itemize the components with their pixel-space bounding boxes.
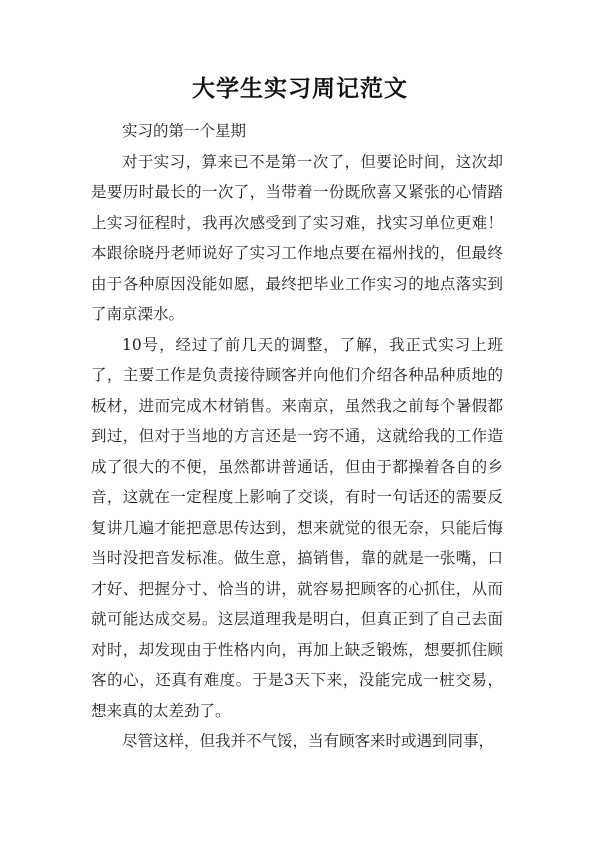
paragraph: 10号，经过了前几天的调整，了解，我正式实习上班了，主要工作是负责接待顾客并向他们介绍各种品种质地的板材，进而完成木材销售。来南京，虽然我之前每个暑假都到过，但对于当地的方言还是一窍不通，这就给我的工作造成了很大的不便，虽然都讲普通话，但由于都操着各自的乡音，这就在一定程度上影响了交谈，有时一句话还的需要反复讲几遍才能把意思传达到，想来就觉的很无奈，只能后悔当时没把音发标准。做生意，搞销售，靠的就是一张嘴，口才好、把握分寸、恰当的讲，就容易把顾客的心抓住，从而就可能达成交易。这层道理我是明白，但真正到了自己去面对时，却发现由于性格内向，再加上缺乏锻炼，想要抓住顾客的心，还真有难度。于是3天下来，没能完成一桩交易，想来真的太差劲了。 <box>91 335 503 720</box>
document-title: 大学生实习周记范文 <box>192 75 408 102</box>
document-body <box>91 116 503 757</box>
paragraph: 尽管这样，但我并不气馁，当有顾客来时或遇到同事， <box>122 732 495 750</box>
section-subheading: 实习的第一个星期 <box>122 122 247 140</box>
paragraph: 对于实习，算来已不是第一次了，但要论时间，这次却是要历时最长的一次了，当带着一份既欣喜又紧张的心情踏上实习征程时，我再次感受到了实习难，找实习单位更难！本跟徐晓丹老师说好了实习工作地点要在福州找的，但最终由于各种原因没能如愿，最终把毕业工作实习的地点落实到了南京溧水。 <box>91 152 503 323</box>
